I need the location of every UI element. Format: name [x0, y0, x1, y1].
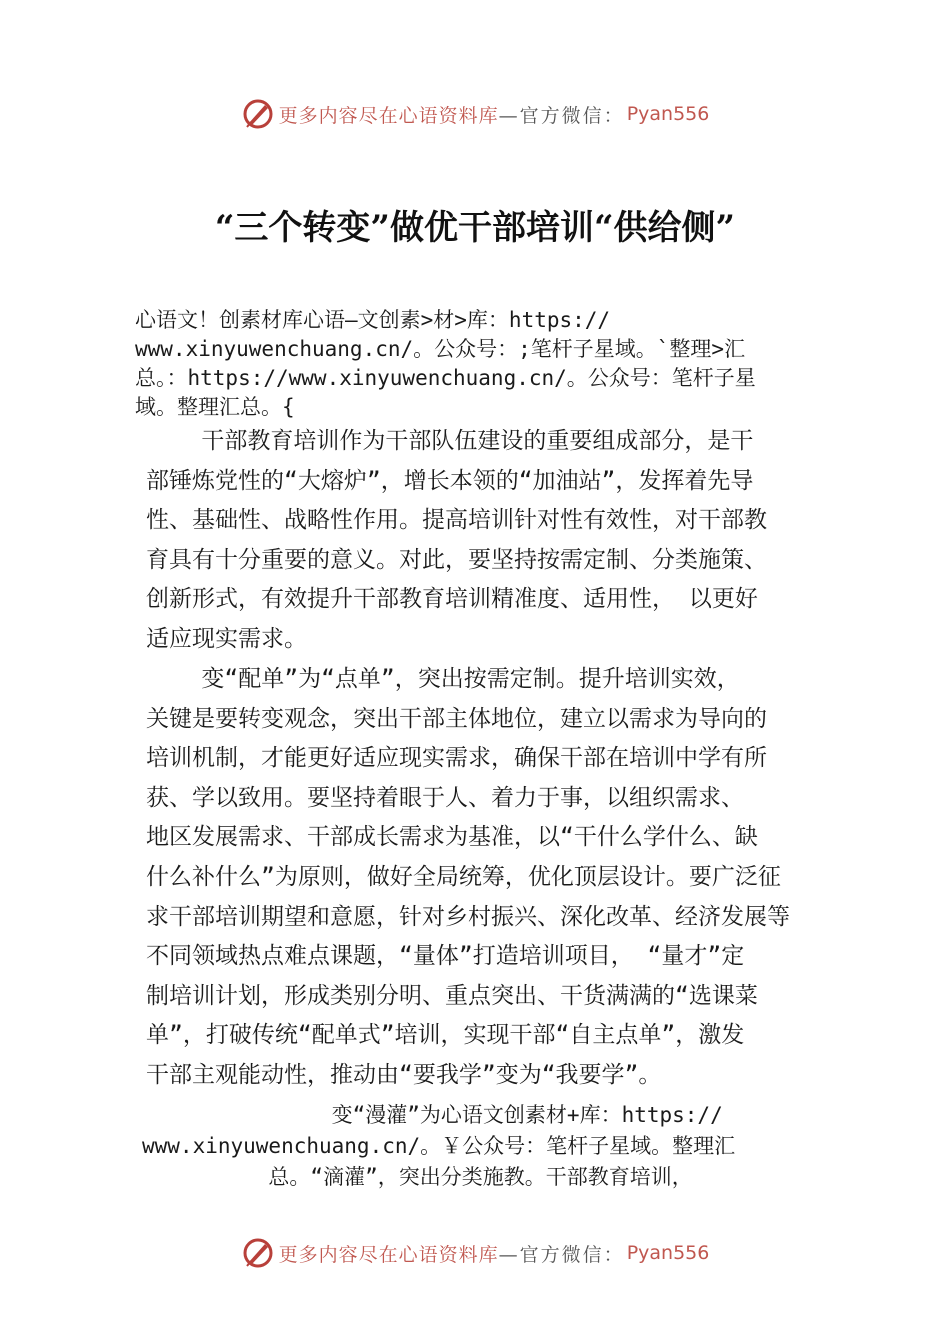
banner-slogan: 更多内容尽在心语资料库 — [278, 104, 499, 127]
quill-logo-icon — [241, 1236, 275, 1270]
footer-banner-slogan: 更多内容尽在心语资料库 — [278, 1243, 499, 1266]
body-paragraph-1: 干部教育培训作为干部队伍建设的重要组成部分，是干 部锤炼党性的“大熔炉”，增长本领的“加油站”，发挥着先导 性、基础性、战略性作用。提高培训针对性有效性，对干部教 育具有十分重要的意义。对此，要坚持按需定制、分类施策、 创新形式，有效提升干部教育培训精准度、适用性， 以更好 适应现实需求。 — [146, 428, 767, 652]
body-paragraph-2: 变“配单”为“点单”，突出按需定制。提升培训实效， 关键是要转变观念，突出干部主体地位，建立以需求为导向的 培训机制，才能更好适应现实需求，确保干部在培训中学有所 获、学以致用。要坚持着眼于人、着力于事，以组织需求、 地区发展需求、干部成长需求为基准，以“干什么学什么、缺 什么补什么”为原则，做好全局统筹，优化顶层设计。要广泛征 求干部培训期望和意愿，针对乡村振兴、深化改革、经济发展等 不同领域热点难点课题，“量体”打造培训项目， “量才”定 制培训计划，形成类别分明、重点突出、干货满满的“选课菜 单”，打破传统“配单式”培训，实现干部“自主点单”，激发 干部主观能动性，推动由“要我学”变为“我要学”。 — [146, 666, 790, 1088]
header-banner — [0, 94, 950, 134]
footer-banner-wechat-id: Pyan556 — [626, 1242, 710, 1264]
quill-logo-icon — [241, 97, 275, 131]
watermark-text-block: 心语文！创素材库心语—文创素>材>库：https:// www.xinyuwenchuang.cn/。公众号：;笔杆子星域。`整理>汇 总。：https://www.xinyuwenchuang.cn/。公众号：笔杆子星 域。整理汇总。{ — [135, 308, 756, 419]
body-paragraph-3: 变“漫灌”为心语文创素材+库：https:// www.xinyuwenchuang.cn/。￥公众号：笔杆子星域。整理汇 总。“滴灌”，突出分类施教。干部教育培训， — [142, 1103, 736, 1189]
banner-wechat-id: Pyan556 — [626, 103, 710, 125]
footer-banner-wechat-label: —官方微信： — [498, 1243, 625, 1266]
footer-banner — [0, 1233, 950, 1273]
banner-wechat-label: —官方微信： — [498, 104, 625, 127]
document-title: “三个转变”做优干部培训“供给侧” — [214, 208, 736, 248]
